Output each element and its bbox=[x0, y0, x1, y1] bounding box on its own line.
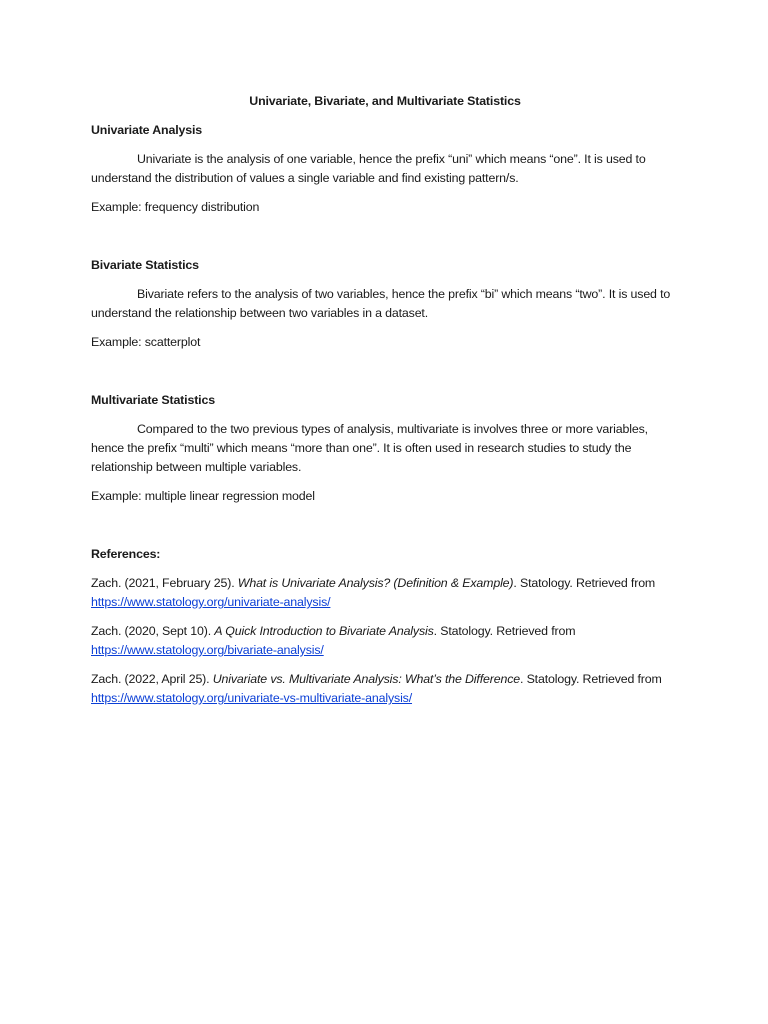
reference-link[interactable]: https://www.statology.org/univariate-analysis/ bbox=[91, 595, 331, 609]
document-title: Univariate, Bivariate, and Multivariate Statistics bbox=[249, 94, 521, 108]
reference-item bbox=[91, 622, 679, 660]
section-heading-bivariate: Bivariate Statistics bbox=[91, 258, 199, 272]
reference-title: What is Univariate Analysis? (Definition & Example) bbox=[237, 576, 514, 590]
section-example-univariate: Example: frequency distribution bbox=[91, 200, 260, 214]
section-spacer bbox=[91, 362, 679, 391]
section-body-univariate: Univariate is the analysis of one variable, hence the prefix “uni” which means “one”. It is used to understand the distribution of values a single variable and find existing pattern/s. bbox=[91, 152, 646, 185]
section-heading-multivariate: Multivariate Statistics bbox=[91, 393, 215, 407]
reference-item bbox=[91, 574, 679, 612]
section-body-multivariate: Compared to the two previous types of analysis, multivariate is involves three or more variables, hence the prefix “multi” which means “more than one”. It is often used in research studies to study the relationship between multiple variables. bbox=[91, 422, 648, 474]
section-example-multivariate: Example: multiple linear regression model bbox=[91, 489, 315, 503]
reference-title: A Quick Introduction to Bivariate Analysis bbox=[214, 624, 434, 638]
section-spacer bbox=[91, 516, 679, 545]
section-spacer bbox=[91, 227, 679, 256]
document-content bbox=[91, 92, 679, 718]
reference-link[interactable]: https://www.statology.org/bivariate-analysis/ bbox=[91, 643, 324, 657]
reference-suffix: . Statology. Retrieved from bbox=[519, 672, 662, 686]
section-body-bivariate: Bivariate refers to the analysis of two variables, hence the prefix “bi” which means “two”. It is used to understand the relationship between two variables in a dataset. bbox=[91, 287, 671, 320]
reference-prefix: Zach. (2022, April 25). bbox=[91, 672, 213, 686]
section-example-bivariate: Example: scatterplot bbox=[91, 335, 201, 349]
reference-prefix: Zach. (2020, Sept 10). bbox=[91, 624, 215, 638]
references-heading: References: bbox=[91, 547, 161, 561]
reference-suffix: . Statology. Retrieved from bbox=[513, 576, 656, 590]
reference-link[interactable]: https://www.statology.org/univariate-vs-multivariate-analysis/ bbox=[91, 691, 413, 705]
reference-item bbox=[91, 670, 679, 708]
reference-title: Univariate vs. Multivariate Analysis: What’s the Difference bbox=[212, 672, 520, 686]
reference-suffix: . Statology. Retrieved from bbox=[433, 624, 576, 638]
section-heading-univariate: Univariate Analysis bbox=[91, 123, 203, 137]
reference-prefix: Zach. (2021, February 25). bbox=[91, 576, 238, 590]
